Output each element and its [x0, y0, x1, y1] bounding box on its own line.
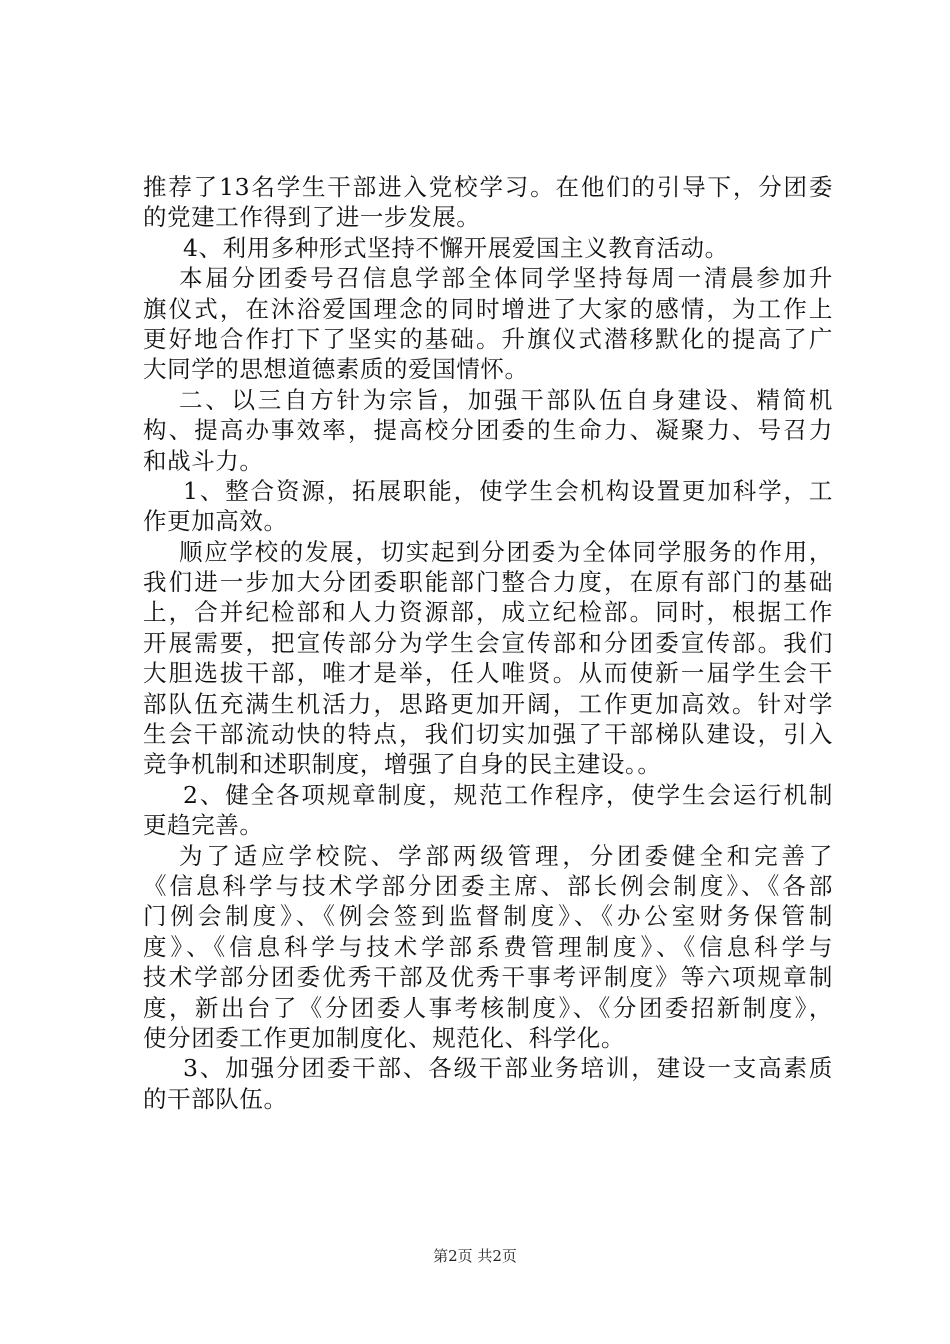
text-line: 《信息科学与技术学部分团委主席、部长例会制度》、《各部: [143, 871, 833, 900]
text-line: 门例会制度》、《例会签到监督制度》、《办公室财务保管制: [143, 902, 833, 931]
text-line: 的干部队伍。: [143, 1084, 288, 1113]
text-line: 二、以三自方针为宗旨，加强干部队伍自身建设、精简机: [179, 385, 833, 414]
text-line: 1、整合资源，拓展职能，使学生会机构设置更加科学，工: [183, 476, 833, 505]
text-line: 度，新出台了《分团委人事考核制度》、《分团委招新制度》，: [143, 993, 833, 1022]
text-line: 本届分团委号召信息学部全体同学坚持每周一清晨参加升: [179, 264, 833, 293]
text-line: 顺应学校的发展，切实起到分团委为全体同学服务的作用，: [179, 537, 833, 566]
page-footer: 第2页 共2页: [433, 1247, 517, 1265]
text-line: 作更加高效。: [143, 507, 288, 536]
text-line: 旗仪式，在沐浴爱国理念的同时增进了大家的感情，为工作上: [143, 294, 833, 323]
text-line: 和战斗力。: [143, 446, 264, 475]
text-line: 上，合并纪检部和人力资源部，成立纪检部。同时，根据工作: [143, 598, 833, 627]
text-line: 更趋完善。: [143, 811, 264, 840]
text-line: 大胆选拔干部，唯才是举，任人唯贤。从而使新一届学生会干: [143, 659, 833, 688]
text-line: 度》、《信息科学与技术学部系费管理制度》、《信息科学与: [143, 932, 833, 961]
text-line: 2、健全各项规章制度，规范工作程序，使学生会运行机制: [183, 780, 833, 809]
text-line: 构、提高办事效率，提高校分团委的生命力、凝聚力、号召力: [143, 416, 833, 445]
text-line: 使分团委工作更加制度化、规范化、科学化。: [143, 1023, 625, 1052]
text-line: 我们进一步加大分团委职能部门整合力度，在原有部门的基础: [143, 568, 833, 597]
text-line: 开展需要，把宣传部分为学生会宣传部和分团委宣传部。我们: [143, 628, 833, 657]
text-line: 技术学部分团委优秀干部及优秀干事考评制度》等六项规章制: [143, 963, 833, 992]
text-line: 推荐了13名学生干部进入党校学习。在他们的引导下，分团委: [143, 173, 833, 201]
text-line: 大同学的思想道德素质的爱国情怀。: [143, 355, 529, 384]
text-line: 的党建工作得到了进一步发展。: [143, 203, 481, 232]
text-line: 生会干部流动快的特点，我们切实加强了干部梯队建设，引入: [143, 720, 833, 749]
text-line: 为了适应学校院、学部两级管理，分团委健全和完善了: [179, 841, 833, 870]
text-line: 部队伍充满生机活力，思路更加开阔，工作更加高效。针对学: [143, 689, 833, 718]
text-line: 竞争机制和述职制度，增强了自身的民主建设。。: [143, 750, 662, 779]
text-line: 3、加强分团委干部、各级干部业务培训，建设一支高素质: [183, 1054, 833, 1083]
document-body: [143, 172, 833, 1114]
text-line: 更好地合作打下了坚实的基础。升旗仪式潜移默化的提高了广: [143, 324, 833, 353]
text-line: 4、利用多种形式坚持不懈开展爱国主义教育活动。: [183, 233, 729, 262]
